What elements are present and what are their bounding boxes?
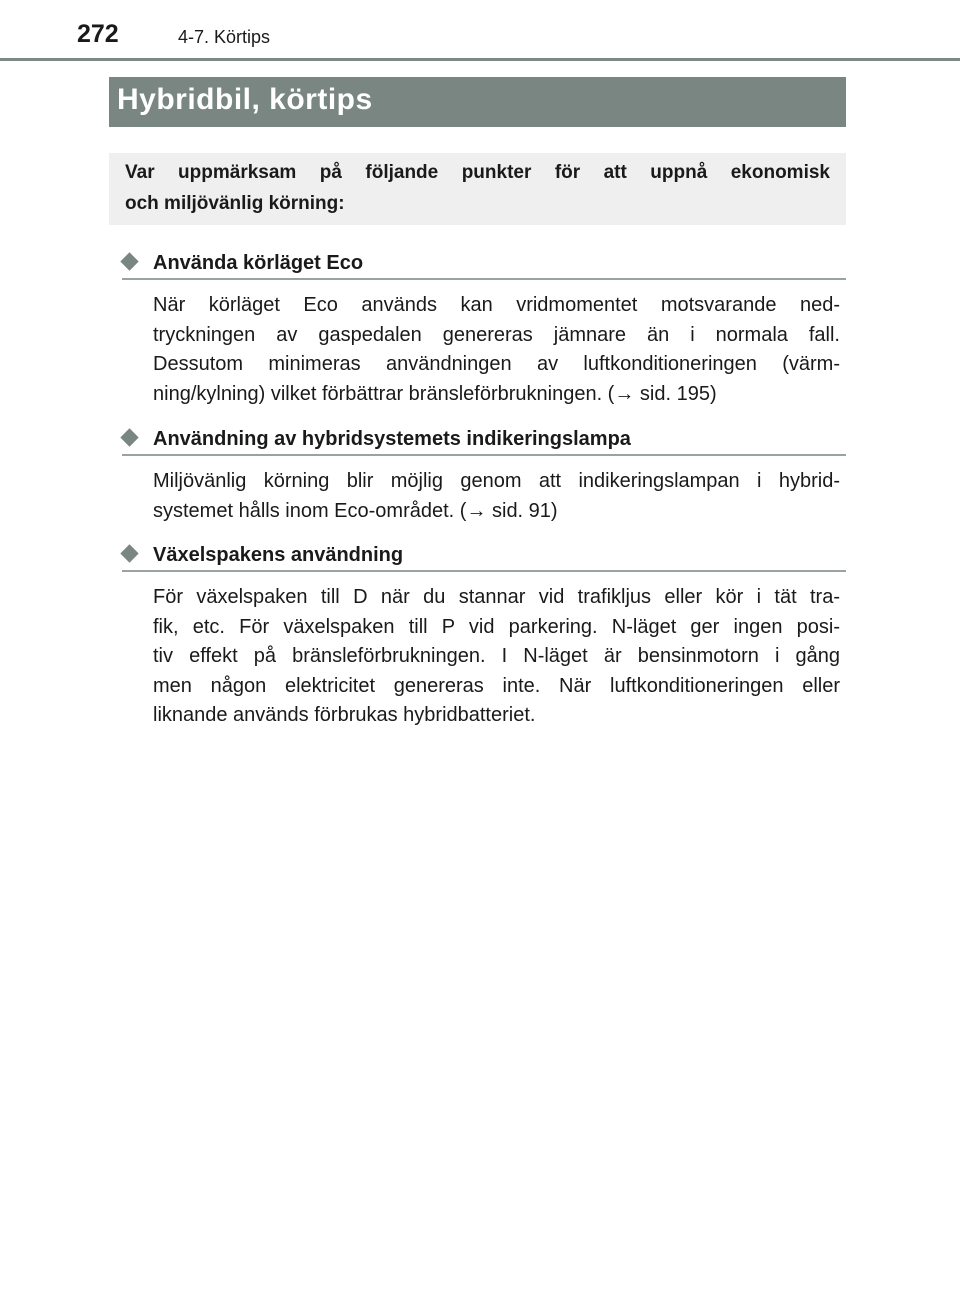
body-line: tryckningen av gaspedalen genereras jämnare än i normala fall.	[153, 323, 840, 346]
body-line: men någon elektricitet genereras inte. När luftkonditioneringen eller	[153, 674, 840, 697]
page-number: 272	[77, 20, 119, 48]
chapter-title: 4-7. Körtips	[178, 27, 271, 47]
body-line: När körläget Eco används kan vridmomentet motsvarande ned-	[153, 294, 840, 316]
diamond-bullet-icon	[120, 428, 138, 446]
intro-box	[109, 153, 846, 225]
section-indicator	[122, 426, 846, 526]
subheading: Användning av hybridsystemets indikeringslampa	[153, 428, 631, 450]
body-line: liknande används förbrukas hybridbatteriet.	[153, 704, 536, 726]
body-line: ning/kylning) vilket förbättrar bränsleförbrukningen. (→ sid. 195)	[153, 382, 717, 405]
header-rule	[0, 58, 960, 61]
intro-line: Var uppmärksam på följande punkter för att uppnå ekonomisk	[125, 162, 830, 183]
diamond-bullet-icon	[120, 544, 138, 562]
body-line: systemet hålls inom Eco-området. (→ sid. 91)	[153, 499, 558, 522]
subheading: Använda körläget Eco	[153, 252, 364, 274]
intro-line: och miljövänlig körning:	[125, 193, 345, 214]
diamond-bullet-icon	[120, 252, 138, 270]
body-line: fik, etc. För växelspaken till P vid parkering. N-läget ger ingen posi-	[153, 615, 840, 638]
section-title: Hybridbil, körtips	[117, 83, 373, 116]
section-eco	[122, 250, 846, 409]
section-gear-lever	[122, 542, 846, 731]
body-line: Miljövänlig körning blir möjlig genom att indikeringslampan i hybrid-	[153, 470, 840, 492]
section-title-bar	[109, 77, 846, 127]
body-line: tiv effekt på bränsleförbrukningen. I N-läget är bensinmotorn i gång	[153, 645, 840, 667]
body-line: Dessutom minimeras användningen av luftkonditioneringen (värm-	[153, 353, 840, 375]
body-line: För växelspaken till D när du stannar vid trafikljus eller kör i tät tra-	[153, 586, 840, 608]
subheading: Växelspakens användning	[153, 544, 404, 566]
